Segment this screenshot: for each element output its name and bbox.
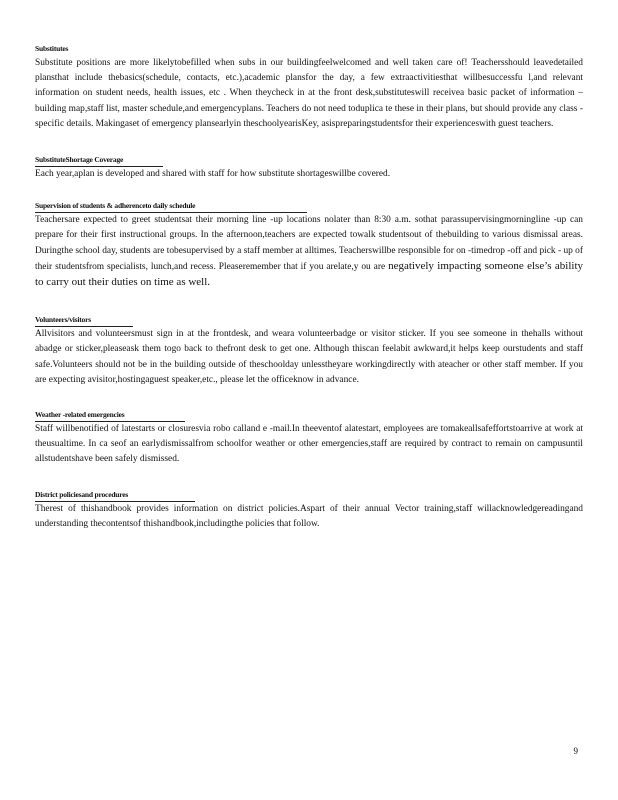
section-body: Therest of thishandbook provides information on district policies.Aspart of their annual Vector training,staff willacknowledgereadingand understanding thecontentsof thishandbook,includingthe policies that follow.: [35, 503, 583, 529]
section-body-tail: negatively impacting someone else’s ability to carry out their duties on time as well.: [35, 259, 584, 289]
section-body-main: Teachersare expected to greet studentsat their morning line -up locations nolater than 8:30 a.m. sothat parassupervisingmorningline -up can prepare for their first instructional groups. In the afternoon,teachers are expected towalk studentsout of thebuilding to various dismissal areas. Duringthe school day, students are tobesupervised by a staff member at alltimes. Teacherswillbe responsible for on -timedrop -off and pick - up of their studentsfrom specialists, lunch,and recess. Pleaseremember that if you arelate,y ou are: [35, 215, 583, 272]
section-district-policies: [35, 484, 583, 532]
section-heading: Substitutes: [35, 44, 69, 53]
section-heading: Supervision of students & adherenceto daily schedule: [35, 201, 307, 213]
section-volunteers: [35, 309, 583, 388]
section-body: Staff willbenotified of latestarts or closuresvia robo calland e -mail.In theeventof alatestart, employees are tomakeallsafeffortstoarrive at work at theusualtime. In ca seof an earlydismissalfrom schoolfor weather or other emergencies,staff are required by contract to remain on campusuntil allstudentshave been safely dismissed.: [35, 424, 583, 465]
section-supervision: [35, 195, 583, 291]
section-body: [35, 213, 583, 291]
section-substitute-shortage: [35, 149, 583, 182]
section-heading: Weather -related emergencies: [35, 410, 185, 422]
section-substitutes: [35, 38, 583, 132]
section-heading: District policiesand procedures: [35, 490, 195, 502]
section-body: Each year,aplan is developed and shared with staff for how substitute shortageswillbe covered.: [35, 169, 391, 180]
section-heading: SubstituteShortage Coverage: [35, 155, 163, 167]
document-page: [35, 38, 583, 532]
page-number: 9: [573, 746, 578, 756]
section-heading: Volunteers/visitors: [35, 315, 133, 327]
section-weather: [35, 404, 583, 468]
section-body: Allvisitors and volunteersmust sign in at the frontdesk, and weara volunteerbadge or visitor sticker. If you see someone in thehalls without abadge or sticker,pleaseask them togo back to thefront desk to get one. Although thiscan feelabit awkward,it helps keep ourstudents and staff safe.Volunteers should not be in the building outside of theschoolday unlesstheyare workingdirectly with ateacher or other staff member. If you are expecting avisitor,hostingaguest speaker,etc., please let the officeknow in advance.: [35, 329, 583, 385]
section-body: Substitute positions are more likelytobefilled when subs in our buildingfeelwelcomed and well taken care of! Teachersshould leavedetailed plansthat include thebasics(schedule, contacts, etc.),academic plansfor the day, a few extraactivitiesthat willbesuccessfu l,and relevant information on student needs, health issues, etc . When theycheck in at the front desk,substituteswill receivea basic packet of information –building map,staff list, master schedule,and emergencyplans. Teachers do not need toduplica te these in their plans, but should provide any class -specific details. Makingaset of emergency plansearlyin theschoolyearisKey, asispreparingstudentsfor their experienceswith guest teachers.: [35, 58, 583, 129]
